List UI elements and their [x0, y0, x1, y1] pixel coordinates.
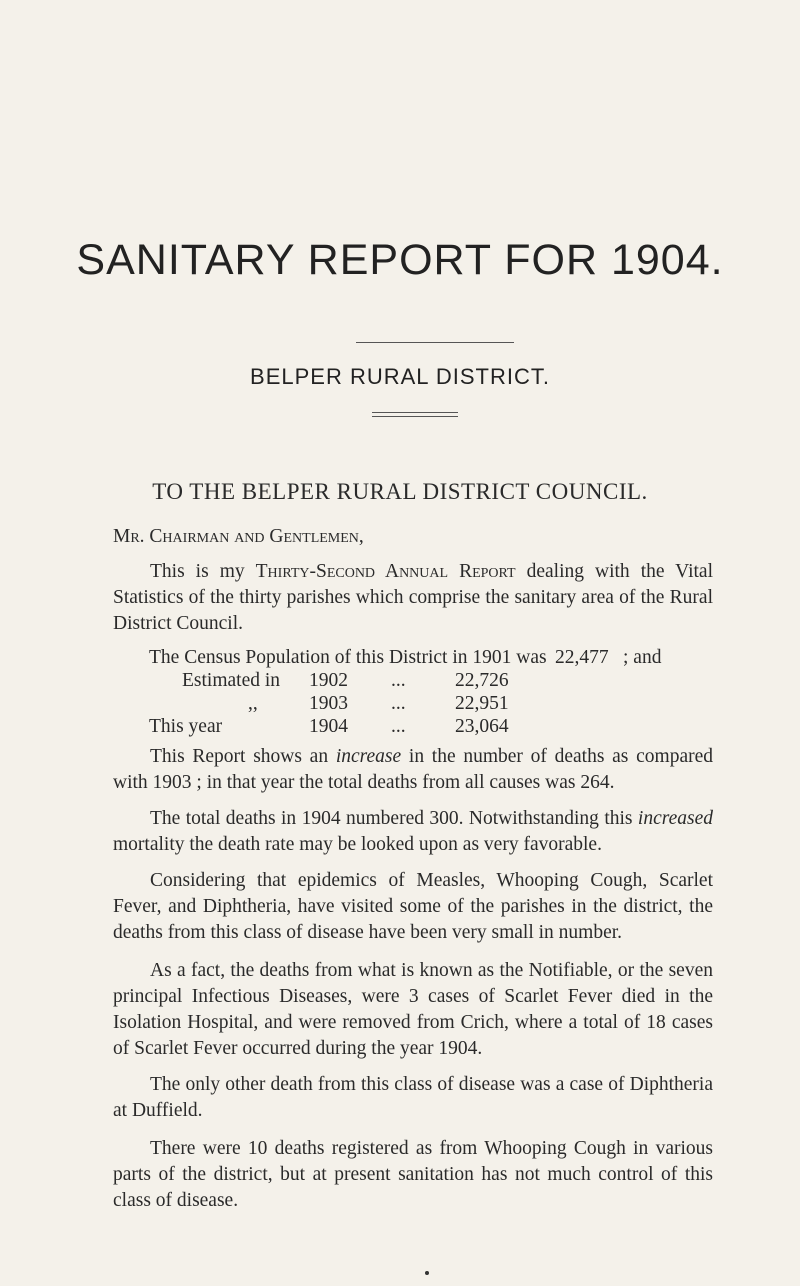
report-title: SANITARY REPORT FOR 1904. [76, 236, 724, 284]
p2-emphasis: increased [637, 808, 713, 829]
p6-text: There were 10 deaths registered as from Whooping Cough in various parts of the district, but at present sanitation has not much control of this class of disease. [113, 1138, 713, 1211]
p4-text: As a fact, the deaths from what is known as the Notifiable, or the seven principal Infectious Diseases, were 3 cases of Scarlet Fever died in the Isolation Hospital, and were removed from Crich, where a total of 18 cases of Scarlet Fever occurred during the year 1904. [113, 960, 713, 1059]
intro-text-2: dealing with the Vital Statistics of the thirty parishes which comprise the sanitary area of the Rural District Council. [113, 561, 713, 634]
paragraph-increase [113, 744, 713, 796]
row-dots: ... [391, 670, 406, 691]
paragraph-notifiable [113, 958, 713, 1062]
p1-text-b: in the number of deaths as compared with 1903 ; in that year the total deaths from all causes was 264. [113, 746, 713, 793]
row-value: 22,951 [455, 693, 509, 714]
row-year: 1904 [309, 716, 348, 737]
p5-text: The only other death from this class of disease was a case of Diphtheria at Duffield. [113, 1074, 713, 1121]
p3-text: Considering that epidemics of Measles, Whooping Cough, Scarlet Fever, and Diphtheria, have visited some of the parishes in the district, the deaths from this class of disease have been very small in number. [113, 870, 713, 943]
row-label: ,, [248, 693, 258, 714]
p1-emphasis: increase [335, 746, 402, 767]
subtitle-divider-top [372, 412, 458, 413]
row-dots: ... [391, 693, 406, 714]
subtitle-divider-bottom [372, 416, 458, 417]
paragraph-total-deaths [113, 806, 713, 858]
row-value: 22,726 [455, 670, 509, 691]
row-year: 1902 [309, 670, 348, 691]
census-value: 22,477 [555, 647, 609, 668]
row-year: 1903 [309, 693, 348, 714]
salutation: Mr. Chairman and Gentlemen, [113, 526, 364, 547]
row-dots: ... [391, 716, 406, 737]
row-label: Estimated in [182, 670, 281, 691]
page-mark [425, 1271, 429, 1275]
address-heading: TO THE BELPER RURAL DISTRICT COUNCIL. [152, 479, 648, 504]
intro-text-1: This is my [150, 561, 256, 582]
census-label: The Census Population of this District in 1901 was [149, 647, 547, 668]
paragraph-whooping-cough [113, 1136, 713, 1214]
report-name: Thirty-Second Annual Report [255, 561, 516, 582]
row-value: 23,064 [455, 716, 509, 737]
intro-paragraph [113, 559, 713, 637]
title-divider [356, 342, 514, 343]
district-subtitle: BELPER RURAL DISTRICT. [250, 364, 550, 389]
row-label: This year [149, 716, 223, 737]
p2-text-a: The total deaths in 1904 numbered 300. Notwithstanding this [150, 808, 638, 829]
p2-text-b: mortality the death rate may be looked upon as very favorable. [113, 834, 602, 855]
paragraph-diphtheria [113, 1072, 713, 1124]
p1-text-a: This Report shows an [150, 746, 336, 767]
census-suffix: ; and [623, 647, 662, 668]
paragraph-epidemics [113, 868, 713, 946]
